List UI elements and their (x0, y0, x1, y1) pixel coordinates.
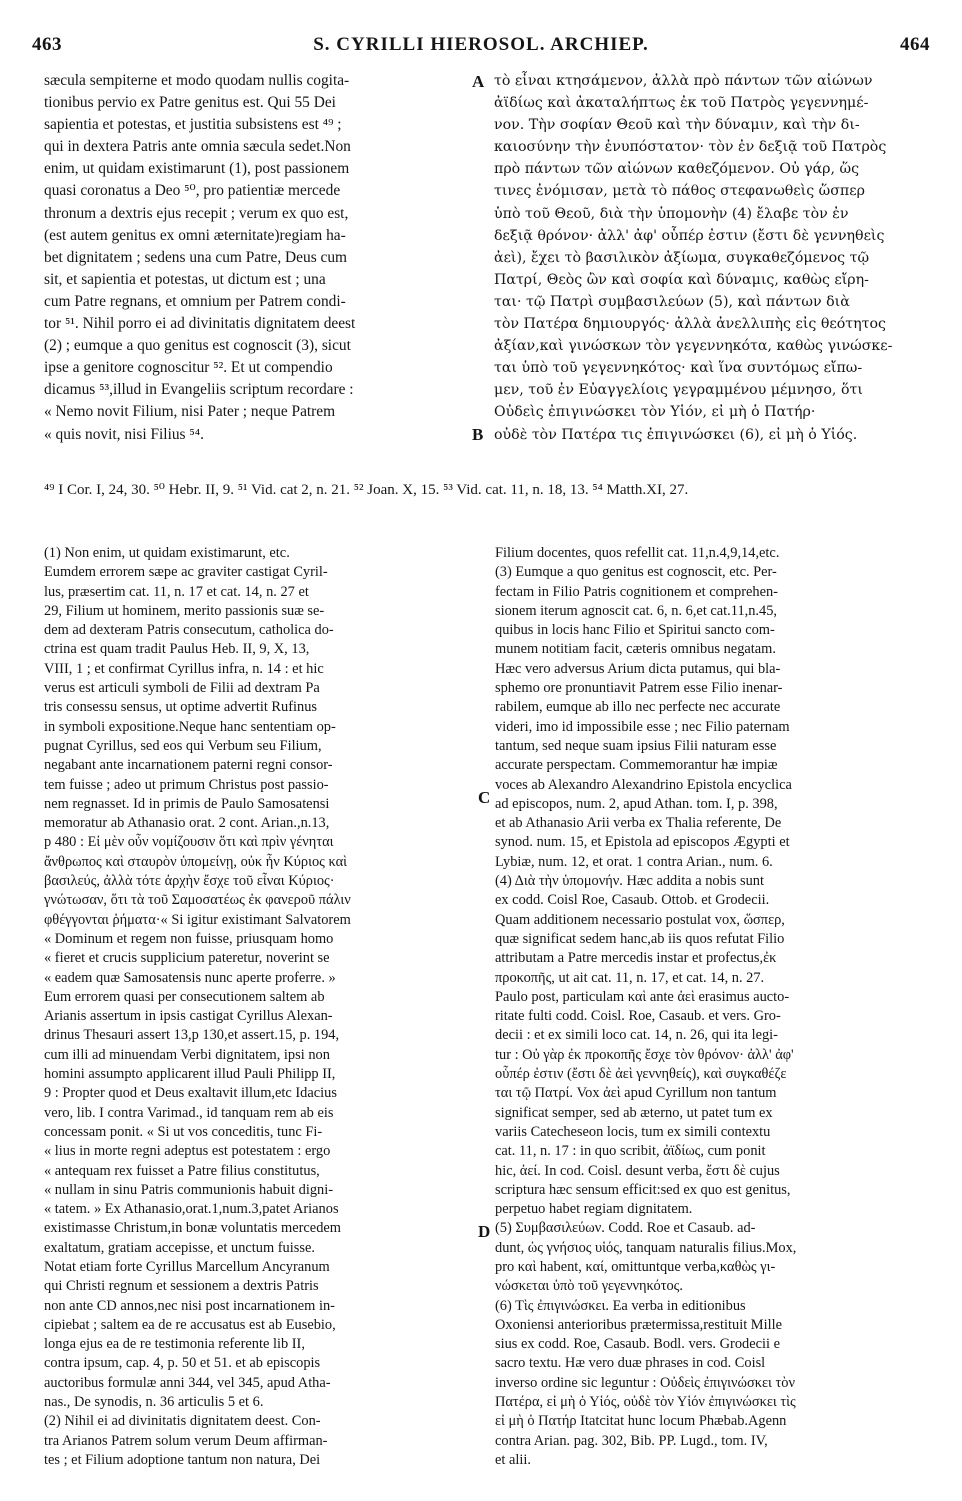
greek-text-line: πρὸ πάντων τῶν αἰώνων καθεζόμενον. Οὐ γάρ, ὥς (494, 161, 860, 178)
note-line: Lybiæ, num. 12, et orat. 1 contra Arian., num. 6. (495, 853, 773, 870)
greek-text-line: Οὐδεὶς ἐπιγινώσκει τὸν Υἱόν, εἰ μὴ ὁ Πατήρ· (494, 404, 816, 421)
note-line: (1) Non enim, ut quidam existimarunt, etc. (44, 545, 290, 561)
note-line: (5) Συμβασιλεύων. Codd. Roe et Casaub. ad- (495, 1220, 756, 1237)
note-line: ἄνθρωπος καὶ σταυρὸν ὑπομείνῃ, οὐκ ἦν Κύριος καὶ (44, 853, 348, 870)
note-line: οὗπέρ ἐστιν (ἔστι δὲ ἀεὶ γεννηθείς), καὶ συγκαθέζε (495, 1066, 787, 1083)
running-header (32, 34, 930, 64)
reference-line: ⁴⁹ I Cor. I, 24, 30. ⁵⁰ Hebr. II, 9. ⁵¹ Vid. cat 2, n. 21. ⁵² Joan. X, 15. ⁵³ Vid. cat. 11, n. 18, 13. ⁵⁴ Matth. (44, 482, 647, 498)
margin-letter-a: A (472, 72, 485, 91)
note-line: vero, lib. I contra Varimad., id tanquam rem ab eis (44, 1104, 334, 1121)
note-line: et alii. (495, 1451, 531, 1468)
running-title: S. CYRILLI HIEROSOL. ARCHIEP. (313, 34, 649, 55)
note-line: προκοπῆς, ut ait cat. 11, n. 17, et cat. 14, n. 27. (495, 969, 765, 986)
note-line: tantum, sed neque suam ipsius Filii naturam esse (495, 737, 777, 754)
note-line: tra Arianos Patrem solum verum Deum affirman- (44, 1432, 328, 1449)
latin-text-line: tionibus pervio ex Patre genitus est. Qui 55 Dei (44, 94, 336, 112)
greek-text-line: ἀϊδίως καὶ ἀκαταλήπτως ἐκ τοῦ Πατρὸς γεγεννημέ- (494, 95, 869, 112)
note-line: ritate fulti codd. Coisl. Roe, Casaub. et vers. Gro- (495, 1008, 781, 1025)
note-line: contra Arian. pag. 302, Bib. PP. Lugd., tom. IV, (495, 1432, 768, 1449)
note-line: Notat etiam forte Cyrillus Marcellum Ancyranum (44, 1258, 330, 1275)
margin-letter-c: C (478, 788, 491, 807)
greek-text-line: ἀεὶ), ἔχει τὸ βασιλικὸν ἀξίωμα, συγκαθεζόμενος τῷ (494, 249, 870, 266)
note-line: Oxoniensi anterioribus prætermissa,restituit Mille (495, 1316, 782, 1333)
latin-text-line: « Nemo novit Filium, nisi Pater ; neque Patrem (44, 403, 336, 421)
note-line: sphemo ore pronuntiavit Patrem esse Filio inenar- (495, 680, 783, 697)
latin-text-line: (est autem genitus ex omni æternitate)regiam ha- (44, 226, 346, 244)
note-line: accurate perspectam. Commemorantur hæ impiæ (495, 757, 778, 774)
note-line: γνώτωσαν, ὅτι τὰ τοῦ Σαμοσατέως ἐκ φανεροῦ πάλιν (44, 892, 351, 909)
latin-text-line: qui in dextera Patris ante omnia sæcula sedet.Non (44, 138, 351, 156)
note-line: et ab Athanasio Arii verba ex Thalia referente, De (495, 815, 782, 832)
note-line: pugnat Cyrillus, sed eos qui Verbum seu Filium, (44, 737, 322, 754)
note-line: scriptura hæc sensum efficit:sed ex quo est genitus, (495, 1181, 791, 1198)
note-line: (2) Nihil ei ad divinitatis dignitatem deest. Con- (44, 1413, 321, 1430)
greek-text-line: Πατρί, Θεὸς ὢν καὶ σοφία καὶ δύναμις, καθὼς εἴρη- (494, 271, 869, 288)
note-line: tes ; et Filium adoptione tantum non natura, Dei (44, 1451, 321, 1468)
latin-text-line: enim, ut quidam existimarunt (1), post passionem (44, 160, 350, 178)
note-line: variis Catecheseon locis, tum ex simili contextu (495, 1123, 771, 1140)
note-line: « nullam in sinu Patris communionis habuit digni- (44, 1181, 334, 1198)
latin-text-line: (2) ; eumque a quo genitus est cognoscit (3), sicut (44, 337, 351, 355)
note-line: decii : et ex simili loco cat. 14, n. 26, qui ita legi- (495, 1027, 778, 1044)
note-line: βασιλεύς, ἀλλὰ τότε ἀρχὴν ἔσχε τοῦ εἶναι Κύριος· (44, 873, 335, 890)
note-line: non ante CD annos,nec nisi post incarnationem in- (44, 1297, 335, 1314)
note-line: in symboli expositione.Neque hanc sententiam op- (44, 718, 336, 735)
note-line: negabant ante incarnationem paterni regni consor- (44, 757, 333, 774)
note-line: concessam ponit. « Si ut vos conceditis, tunc Fi- (44, 1123, 323, 1140)
latin-text-column (44, 70, 468, 446)
greek-text-line: νον. Τὴν σοφίαν Θεοῦ καὶ τὴν δύναμιν, καὶ τὴν δι- (494, 117, 860, 134)
note-line: Eum errorem quasi per consecutionem saltem ab (44, 988, 325, 1005)
note-line: nas., De synodis, n. 36 articulis 5 et 6. (44, 1394, 264, 1411)
note-line: p 480 : Εἰ μὲν οὖν νομίζουσιν ὅτι καὶ πρὶν γένηται (44, 834, 334, 851)
note-line: munem notitiam facit, cæteris omnibus negatam. (495, 641, 776, 658)
latin-text-line: ipse a genitore cognoscitur ⁵². Et ut compendio (44, 359, 333, 377)
note-line: hic, ἀεί. In cod. Coisl. desunt verba, ἔστι δὲ cujus (495, 1162, 780, 1179)
note-line: « tatem. » Ex Athanasio,orat.1,num.3,patet Arianos (44, 1201, 339, 1218)
latin-text-line: dicamus ⁵³,illud in Evangeliis scriptum recordare : (44, 381, 354, 399)
note-line: dem ad dexteram Patris consecutum, catholica do- (44, 622, 334, 639)
latin-text-line: sapientia et potestas, et justitia subsistens est ⁴⁹ ; (44, 116, 342, 134)
note-line: memoratur ab Athanasio orat. 2 cont. Arian.,n.13, (44, 815, 330, 832)
note-line: (6) Τὶς ἐπιγινώσκει. Ea verba in editionibus (495, 1297, 746, 1314)
latin-text-line: « quis novit, nisi Filius ⁵⁴. (44, 425, 204, 443)
note-line: pro καὶ habent, καί, omittuntque verba,καθὼς γι- (495, 1258, 776, 1275)
note-line: Quam additionem necessario postulat vox, ὥσπερ, (495, 911, 785, 928)
note-line: Hæc vero adversus Arium dicta putamus, qui bla- (495, 660, 781, 677)
note-line: « Dominum et regem non fuisse, priusquam homo (44, 930, 334, 947)
note-line: « antequam rex fuisset a Patre filius constitutus, (44, 1162, 320, 1179)
note-line: νώσκεται ὑπὸ τοῦ γεγεννηκότος. (495, 1278, 683, 1295)
note-line: Arianis assertum in ipsis castigat Cyrillus Alexan- (44, 1008, 333, 1025)
note-line: significat semper, sed ab æterno, ut patet tum ex (495, 1104, 773, 1121)
note-line: cipiebat ; saltem ea de re accusatus est ab Eusebio, (44, 1316, 336, 1333)
note-line: perpetuo habet regiam dignitatem. (495, 1201, 693, 1218)
latin-text-line: quasi coronatus a Deo ⁵⁰, pro patientiæ mercede (44, 182, 341, 200)
latin-text-line: sit, et sapientia et potestas, ut dictum est ; una (44, 270, 326, 288)
note-line: lus, præsertim cat. 11, n. 17 et cat. 14, n. 27 et (44, 583, 309, 600)
greek-text-line: τὸ εἶναι κτησάμενον, ἀλλὰ πρὸ πάντων τῶν αἰώνων (494, 73, 873, 89)
note-line: εἰ μὴ ὁ Πατήρ Itatcitat hunc locum Phæbab.Agenn (495, 1413, 787, 1430)
note-line: ται τῷ Πατρί. Vox ἀεὶ apud Cyrillum non tantum (495, 1085, 777, 1102)
note-line: tris consessu sensus, ut optime advertit Rufinus (44, 699, 318, 716)
note-line: auctoribus formulæ anni 344, vel 345, apud Atha- (44, 1374, 331, 1391)
note-line: ex codd. Coisl Roe, Casaub. Ottob. et Grodecii. (495, 892, 770, 909)
note-line: inverso ordine sic leguntur : Οὐδεὶς ἐπιγινώσκει τὸν (495, 1374, 795, 1391)
greek-text-line: μεν, τοῦ ἐν Εὐαγγελίοις γεγραμμένου μέμνησο, ὅτι (494, 382, 863, 399)
note-line: ctrina est quam tradit Paulus Heb. II, 9, X, 13, (44, 641, 310, 658)
note-line: drinus Thesauri assert 13,p 130,et assert.15, p. 194, (44, 1027, 340, 1044)
note-line: Paulo post, particulam καὶ ante ἀεὶ erasimus aucto- (495, 988, 790, 1005)
reference-line: XI, 27. (646, 482, 689, 498)
latin-text-line: tor ⁵¹. Nihil porro ei ad divinitatis dignitatem deest (44, 315, 356, 333)
note-line: tem fuisse ; adeo ut primum Christus post passio- (44, 776, 329, 793)
note-line: sius ex codd. Roe, Casaub. Bodl. vers. Grodecii e (495, 1336, 780, 1353)
latin-text-line: thronum a dextris ejus recepit ; verum ex quo est, (44, 204, 349, 222)
note-line: ad episcopos, num. 2, apud Athan. tom. I, p. 398, (495, 795, 778, 812)
scripture-references (44, 480, 936, 501)
greek-text-line: ἀξίαν,καὶ γινώσκων τὸν γεγεννηκότα, καθὼς γινώσκε- (494, 338, 893, 355)
page-number-left: 463 (32, 34, 62, 55)
greek-text-line: δεξιᾷ θρόνον· ἀλλ' ἀφ' οὗπέρ ἐστιν (ἔστι δὲ γεννηθεὶς (494, 227, 885, 244)
greek-text-line: τὸν Πατέρα δημιουργός· ἀλλὰ ἀνελλιπὴς εἰς θεότητος (494, 316, 886, 333)
note-line: sionem iterum agnoscit cat. 6, n. 6,et cat.11,n.45, (495, 602, 778, 619)
margin-letter-b: B (472, 425, 484, 444)
notes-right-column (495, 544, 935, 1470)
greek-text-line: ὑπὸ τοῦ Θεοῦ, διὰ τὴν ὑπομονὴν (4) ἔλαβε τὸν ἐν (494, 205, 849, 222)
page-number-right: 464 (900, 34, 930, 55)
note-line: homini assumpto applicarent illud Pauli Philipp II, (44, 1066, 336, 1083)
note-line: quibus in locis hanc Filio et Spiritui sancto com- (495, 622, 775, 639)
note-line: voces ab Alexandro Alexandrino Epistola encyclica (495, 776, 792, 793)
note-line: 29, Filium ut hominem, merito passionis suæ se- (44, 602, 325, 619)
note-line: exaltatum, gratiam accepisse, et unctum fuisse. (44, 1239, 315, 1256)
greek-text-column (494, 70, 930, 446)
greek-text-line: ται· τῷ Πατρὶ συμβασιλεύων (5), καὶ πάντων διὰ (494, 293, 850, 310)
note-line: nem regnasset. Id in primis de Paulo Samosatensi (44, 795, 330, 812)
note-line: cat. 11, n. 17 : in quo scribit, ἀϊδίως, cum ponit (495, 1143, 766, 1160)
note-line: (4) Διὰ τὴν ὑπομονήν. Hæc addita a nobis sunt (495, 873, 764, 890)
note-line: sacro textu. Hæ vero duæ phrases in cod. Coisl (495, 1355, 766, 1372)
note-line: videri, imo id impossibile esse ; nec Filio paternam (495, 718, 790, 735)
note-line: « lius in morte regni adeptus est potestatem : ergo (44, 1143, 331, 1160)
note-line: φθέγγονται ῥήματα·« Si igitur existimant Salvatorem (44, 911, 351, 928)
note-line: fectam in Filio Patris cognitionem et comprehen- (495, 583, 778, 600)
note-line: synod. num. 15, et Epistola ad episcopos Ægypti et (495, 834, 790, 851)
note-line: 9 : Propter quod et Deus exaltavit illum,etc Idacius (44, 1085, 337, 1102)
note-line: (3) Eumque a quo genitus est cognoscit, etc. Per- (495, 564, 777, 581)
note-line: Filium docentes, quos refellit cat. 11,n.4,9,14,etc. (495, 545, 780, 561)
note-line: « eadem quæ Samosatensis nunc aperte proferre. » (44, 969, 336, 986)
note-line: quæ significat sedem hanc,ab iis quos refutat Filio (495, 930, 785, 947)
note-line: contra ipsum, cap. 4, p. 50 et 51. et ab episcopis (44, 1355, 321, 1372)
note-line: Πατέρα, εἰ μὴ ὁ Υἱός, οὐδὲ τὸν Υἱόν ἐπιγινώσκει τὶς (495, 1394, 796, 1411)
latin-text-line: sæcula sempiterne et modo quodam nullis cogita- (44, 72, 350, 89)
note-line: Eumdem errorem sæpe ac graviter castigat Cyril- (44, 564, 328, 581)
margin-letter-d: D (478, 1222, 491, 1241)
note-line: existimasse Christum,in bonæ voluntatis mercedem (44, 1220, 341, 1237)
greek-text-line: ται ὑπὸ τοῦ γεγεννηκότος· καὶ ἵνα συντόμως εἴπω- (494, 360, 863, 377)
greek-text-line: οὐδὲ τὸν Πατέρα τις ἐπιγινώσκει (6), εἰ μὴ ὁ Υἱός. (494, 426, 858, 443)
note-line: longa ejus ea de re testimonia referente lib II, (44, 1336, 305, 1353)
note-line: VIII, 1 ; et confirmat Cyrillus infra, n. 14 : et hic (44, 660, 324, 677)
greek-text-line: καιοσύνην τὴν ἐνυπόστατον· τὸν ἐν δεξιᾷ τοῦ Πατρὸς (494, 139, 887, 156)
note-line: qui Christi regnum et sessionem a dextris Patris (44, 1278, 319, 1295)
notes-left-column (44, 544, 474, 1470)
note-line: tur : Οὐ γὰρ ἐκ προκοπῆς ἔσχε τὸν θρόνον· ἀλλ' ἀφ' (495, 1046, 794, 1063)
note-line: cum illi ad minuendam Verbi dignitatem, ipsi non (44, 1046, 330, 1063)
latin-text-line: cum Patre regnans, et omnium per Patrem condi- (44, 292, 346, 310)
greek-text-line: τινες ἐνόμισαν, μετὰ τὸ πάθος στεφανωθεὶς ὥσπερ (494, 183, 865, 200)
note-line: verus est articuli symboli de Filii ad dextram Pa (44, 680, 320, 697)
note-line: dunt, ὡς γνήσιος υἱός, tanquam naturalis filius.Mox, (495, 1239, 797, 1256)
note-line: rabilem, eumque ab illo nec perfecte nec accurate (495, 699, 781, 716)
latin-text-line: bet dignitatem ; sedens una cum Patre, Deus cum (44, 248, 348, 266)
note-line: attributam a Patre mercedis instar et profectus,ἐκ (495, 950, 777, 967)
note-line: « fieret et crucis supplicium pateretur, noverint se (44, 950, 330, 967)
